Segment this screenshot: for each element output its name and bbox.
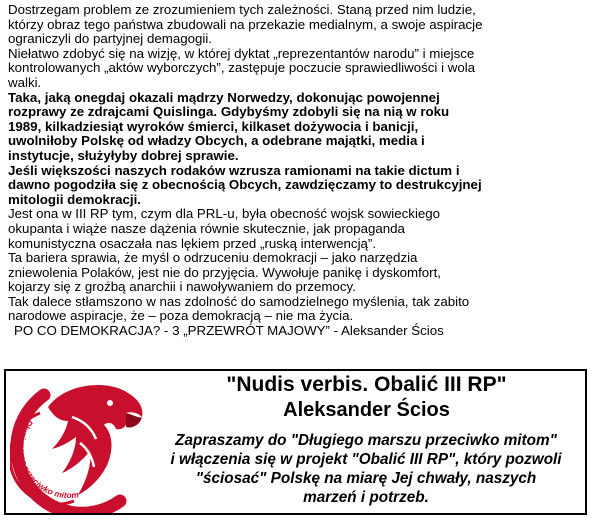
text-line: Jest ona w III RP tym, czym dla PRL-u, była obecność wojsk sowieckiego bbox=[8, 206, 441, 222]
text-line: kontrolowanych „aktów wyborczych”, zastępuje poczucie sprawiedliwości i wola bbox=[8, 60, 476, 76]
eagle-eye bbox=[107, 400, 113, 406]
text-line: Taka, jaką onegdaj okazali mądrzy Norwedzy, dokonując powojennej bbox=[8, 89, 440, 105]
banner-title: "Nudis verbis. Obalić III RP" bbox=[226, 373, 507, 396]
text-line: dawno pogodziła się z obecnością Obcych, zawdzięczamy to destrukcyjnej bbox=[8, 177, 482, 193]
article-paragraph bbox=[8, 3, 590, 47]
invite-line: marzeń i potrzeb. bbox=[303, 489, 429, 506]
invite-line: i włączenia się w projekt "Obalić III RP", który pozwoli bbox=[170, 451, 562, 468]
text-line: mitologii demokracji. bbox=[8, 191, 141, 207]
text-line: Tak dalece stłamszono w nas zdolność do samodzielnego myślenia, tak zabito bbox=[8, 293, 470, 309]
text-line: ograniczyli do partyjnej demagogii. bbox=[8, 31, 212, 47]
text-line: Ta bariera sprawia, że myśl o odrzuceniu demokracji – jako narzędzia bbox=[8, 250, 418, 266]
text-line: walki. bbox=[8, 74, 42, 90]
text-line: Jeśli większości naszych rodaków wzrusza ramionami na takie dictum i bbox=[8, 162, 460, 178]
eagle-beak-shade bbox=[126, 413, 142, 428]
eagle-head-icon bbox=[10, 377, 150, 513]
text-line: uwolniłoby Polskę od władzy Obcych, a odebrane majątki, media i bbox=[8, 133, 425, 149]
article-text bbox=[8, 3, 590, 339]
invite-line: "ściosać" Polskę na miarę Jej chwały, naszych bbox=[195, 470, 537, 487]
article-paragraph bbox=[8, 164, 590, 208]
text-line: PO CO DEMOKRACJA? - 3 „PRZEWRÓT MAJOWY” - Aleksander Ścios bbox=[14, 323, 444, 339]
logo-ring-text: Długi marsz przeciwko mitom bbox=[16, 417, 80, 501]
text-line: Niełatwo zdobyć się na wizję, w której dyktat „reprezentantów narodu” i miejsce bbox=[8, 45, 475, 61]
text-line: zniewolenia Polaków, jest nie do przyjęcia. Wywołuje panikę i dyskomfort, bbox=[8, 264, 441, 280]
text-line: okupanta i wiąże nasze dążenia równie skutecznie, jak propaganda bbox=[8, 220, 405, 236]
eagle-head-shape bbox=[48, 385, 142, 495]
article-paragraph bbox=[8, 207, 590, 251]
text-line: instytucje, służyłyby dobrej sprawie. bbox=[8, 147, 239, 163]
article-signature bbox=[8, 324, 590, 339]
text-line: 1989, kilkadziesiąt wyroków śmierci, kilkaset dożywocia i banicji, bbox=[8, 118, 419, 134]
text-line: rozprawy ze zdrajcami Quislinga. Gdybyśmy zdobyli się na nią w roku bbox=[8, 104, 450, 120]
text-line: Dostrzegam problem ze zrozumieniem tych zależności. Staną przed nim ludzie, bbox=[8, 2, 476, 17]
article-paragraph bbox=[8, 251, 590, 295]
banner-author: Aleksander Ścios bbox=[283, 399, 450, 421]
banner-invitation bbox=[161, 431, 571, 507]
article-paragraph bbox=[8, 91, 590, 164]
invite-line: Zapraszamy do "Długiego marszu przeciwko mitom" bbox=[175, 432, 557, 449]
eagle-logo bbox=[10, 377, 150, 513]
promo-banner bbox=[4, 369, 587, 515]
text-line: komunistyczna osaczała nas lękiem przed „ruską interwencją”. bbox=[8, 235, 377, 251]
text-line: którzy obraz tego państwa zbudowali na przekazie medialnym, a swoje aspiracje bbox=[8, 16, 483, 32]
article-paragraph bbox=[8, 295, 590, 324]
text-line: narodowe aspiracje, że – poza demokracją – nie ma życia. bbox=[8, 308, 354, 324]
text-line: kojarzy się z groźbą anarchii i nawoływaniem do przemocy. bbox=[8, 279, 356, 295]
article-paragraph bbox=[8, 47, 590, 91]
